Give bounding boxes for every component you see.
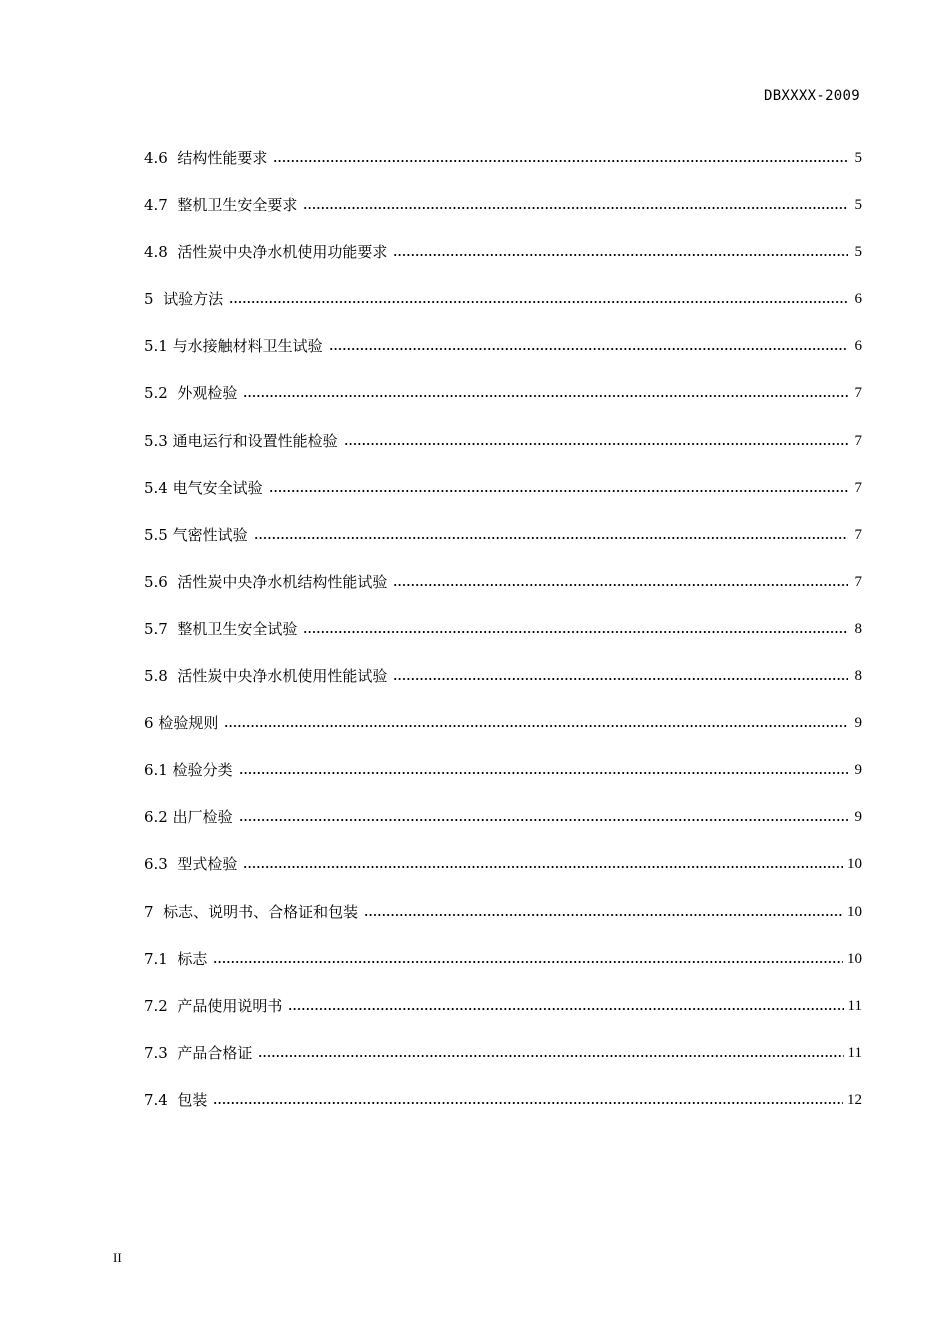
toc-entry-title — [144, 239, 393, 265]
toc-entry-number: 5.6 — [144, 572, 168, 591]
toc-entry-text: 活性炭中央净水机使用功能要求 — [177, 243, 388, 262]
toc-entry-title — [144, 192, 303, 218]
toc-page-number: 5 — [854, 244, 862, 261]
toc-entry-title — [144, 145, 273, 171]
toc-dot-leader — [239, 757, 848, 783]
toc-dot-leader — [258, 1040, 843, 1066]
toc-entry-text: 出厂检验 — [172, 808, 233, 827]
toc-entry-text: 活性炭中央净水机使用性能试验 — [177, 667, 388, 686]
toc-page-number: 5 — [854, 150, 862, 166]
toc-entry-5-2[interactable] — [144, 380, 862, 427]
toc-entry-number: 7.1 — [144, 949, 168, 968]
toc-entry-number: 7.4 — [144, 1090, 168, 1109]
toc-page-number: 6 — [854, 338, 862, 355]
toc-entry-4-6[interactable] — [144, 145, 862, 192]
toc-entry-title — [144, 333, 329, 359]
toc-entry-5-5[interactable] — [144, 522, 862, 569]
toc-entry-text: 产品使用说明书 — [177, 996, 283, 1015]
toc-dot-leader — [254, 522, 848, 548]
toc-page-number: 7 — [854, 479, 862, 496]
toc-entry-text: 整机卫生安全试验 — [177, 619, 298, 638]
toc-entry-title — [144, 1087, 213, 1113]
toc-entry-title — [144, 946, 213, 972]
toc-page-number: 5 — [854, 197, 862, 214]
toc-entry-title — [144, 616, 303, 642]
toc-entry-6[interactable] — [144, 710, 862, 757]
toc-entry-text: 整机卫生安全要求 — [177, 196, 298, 215]
toc-page-number: 9 — [854, 809, 862, 826]
toc-entry-text: 通电运行和设置性能检验 — [172, 431, 338, 450]
toc-dot-leader — [288, 993, 843, 1019]
toc-entry-5-3[interactable] — [144, 428, 862, 475]
toc-entry-text: 与水接触材料卫生试验 — [172, 337, 323, 356]
toc-entry-title — [144, 522, 254, 548]
toc-page-number: 10 — [847, 950, 862, 967]
toc-entry-text: 试验方法 — [163, 290, 224, 309]
toc-entry-number: 5 — [144, 290, 154, 309]
toc-entry-text: 电气安全试验 — [172, 478, 263, 497]
toc-page-number: 10 — [847, 856, 862, 873]
toc-entry-number: 5.5 — [144, 525, 168, 544]
toc-entry-title — [144, 851, 243, 877]
toc-entry-number: 7.3 — [144, 1043, 168, 1062]
toc-entry-text: 标志、说明书、合格证和包装 — [163, 902, 359, 921]
toc-page-number: 11 — [847, 997, 862, 1014]
toc-entry-number: 7 — [144, 902, 154, 921]
toc-entry-number: 6.2 — [144, 808, 168, 827]
toc-entry-text: 型式检验 — [177, 855, 238, 874]
toc-entry-text: 气密性试验 — [172, 525, 248, 544]
toc-dot-leader — [229, 286, 848, 312]
toc-dot-leader — [344, 428, 848, 454]
toc-entry-title — [144, 286, 229, 312]
toc-dot-leader — [329, 333, 848, 359]
toc-entry-title — [144, 569, 393, 595]
toc-entry-title — [144, 757, 239, 783]
toc-entry-number: 4.7 — [144, 196, 168, 215]
toc-dot-leader — [303, 192, 848, 218]
toc-entry-5-1[interactable] — [144, 333, 862, 380]
toc-entry-number: 4.8 — [144, 243, 168, 262]
toc-entry-text: 包装 — [177, 1090, 208, 1109]
toc-page-number: 7 — [854, 573, 862, 590]
toc-dot-leader — [224, 710, 848, 736]
toc-dot-leader — [213, 946, 843, 972]
toc-dot-leader — [364, 899, 843, 925]
toc-page-number: 8 — [854, 620, 862, 637]
toc-entry-6-1[interactable] — [144, 757, 862, 804]
toc-entry-number: 5.1 — [144, 337, 168, 356]
toc-page-number: 7 — [854, 385, 862, 402]
toc-entry-text: 外观检验 — [177, 384, 238, 403]
toc-entry-title — [144, 475, 269, 501]
toc-entry-5-7[interactable] — [144, 616, 862, 663]
toc-dot-leader — [393, 239, 848, 265]
toc-entry-title — [144, 710, 224, 736]
toc-entry-title — [144, 993, 288, 1019]
toc-entry-text: 检验规则 — [158, 714, 219, 733]
toc-entry-7-2[interactable] — [144, 993, 862, 1040]
toc-entry-7-1[interactable] — [144, 946, 862, 993]
toc-entry-number: 5.3 — [144, 431, 168, 450]
toc-entry-5-4[interactable] — [144, 475, 862, 522]
toc-entry-4-8[interactable] — [144, 239, 862, 286]
toc-entry-text: 检验分类 — [172, 761, 233, 780]
toc-entry-text: 标志 — [177, 949, 208, 968]
toc-entry-title — [144, 1040, 258, 1066]
toc-entry-7[interactable] — [144, 899, 862, 946]
toc-page-number: 7 — [854, 526, 862, 543]
toc-entry-title — [144, 804, 239, 830]
toc-entry-6-3[interactable] — [144, 851, 862, 898]
toc-entry-7-3[interactable] — [144, 1040, 862, 1087]
toc-entry-number: 6.3 — [144, 855, 168, 874]
toc-entry-4-7[interactable] — [144, 192, 862, 239]
toc-page-number: 6 — [854, 291, 862, 308]
toc-entry-5-8[interactable] — [144, 663, 862, 710]
toc-page-number: 10 — [847, 903, 862, 920]
toc-entry-text: 结构性能要求 — [177, 149, 268, 167]
toc-page-number: 7 — [854, 432, 862, 449]
toc-entry-text: 活性炭中央净水机结构性能试验 — [177, 572, 388, 591]
toc-page-number: 12 — [847, 1091, 862, 1108]
toc-dot-leader — [273, 145, 848, 171]
toc-entry-5-6[interactable] — [144, 569, 862, 616]
toc-page-number: 9 — [854, 762, 862, 779]
toc-dot-leader — [239, 804, 848, 830]
toc-entry-title — [144, 899, 364, 925]
toc-dot-leader — [269, 475, 848, 501]
toc-dot-leader — [243, 851, 843, 877]
toc-entry-7-4[interactable] — [144, 1087, 862, 1134]
page-number-footer: II — [113, 1250, 122, 1265]
toc-dot-leader — [303, 616, 848, 642]
toc-entry-number: 7.2 — [144, 996, 168, 1015]
toc-page-number: 11 — [847, 1044, 862, 1061]
toc-entry-number: 5.4 — [144, 478, 168, 497]
document-code: DBXXXX-2009 — [763, 88, 860, 104]
toc-dot-leader — [393, 663, 848, 689]
toc-page-number: 8 — [854, 668, 862, 685]
toc-entry-number: 5.7 — [144, 619, 168, 638]
toc-entry-number: 5.2 — [144, 384, 168, 403]
toc-entry-number: 6 — [144, 714, 154, 733]
toc-dot-leader — [213, 1087, 843, 1113]
toc-entry-number: 4.6 — [144, 149, 168, 167]
toc-dot-leader — [393, 569, 848, 595]
toc-entry-title — [144, 428, 344, 454]
toc-entry-6-2[interactable] — [144, 804, 862, 851]
toc-entry-title — [144, 380, 243, 406]
toc-page-number: 9 — [854, 715, 862, 732]
toc-entry-5[interactable] — [144, 286, 862, 333]
toc-dot-leader — [243, 380, 848, 406]
toc-entry-number: 5.8 — [144, 667, 168, 686]
toc-entry-number: 6.1 — [144, 761, 168, 780]
table-of-contents — [144, 145, 862, 1134]
toc-entry-text: 产品合格证 — [177, 1043, 253, 1062]
toc-entry-title — [144, 663, 393, 689]
